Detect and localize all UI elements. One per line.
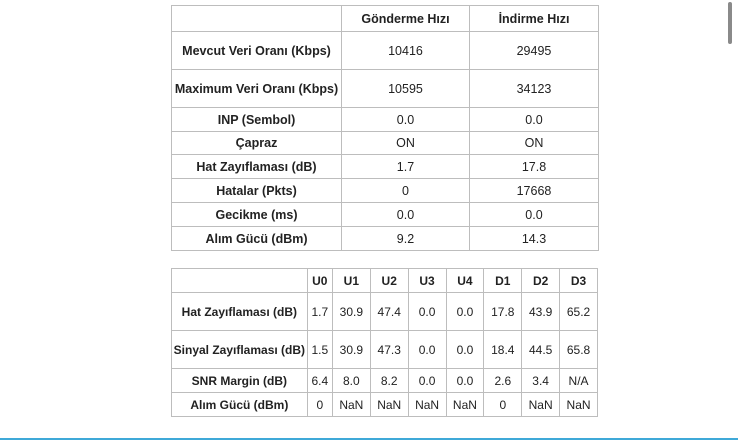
cell-u1: 8.0 bbox=[332, 369, 370, 393]
row-label: Alım Gücü (dBm) bbox=[172, 393, 308, 417]
table-row bbox=[172, 179, 599, 203]
cell-u1: NaN bbox=[332, 393, 370, 417]
cell-u4: 0.0 bbox=[446, 293, 484, 331]
scrollbar-thumb[interactable] bbox=[728, 2, 732, 44]
cell-u0: 1.5 bbox=[307, 331, 332, 369]
row-label: INP (Sembol) bbox=[172, 108, 342, 132]
table-row bbox=[172, 293, 598, 331]
row-label: Sinyal Zayıflaması (dB) bbox=[172, 331, 308, 369]
table-row bbox=[172, 155, 599, 179]
cell-u3: 0.0 bbox=[408, 331, 446, 369]
cell-u1: 30.9 bbox=[332, 293, 370, 331]
download-value: 14.3 bbox=[470, 227, 599, 251]
upload-value: 1.7 bbox=[342, 155, 470, 179]
table-row bbox=[172, 108, 599, 132]
cell-d1: 2.6 bbox=[484, 369, 522, 393]
cell-u2: 47.3 bbox=[370, 331, 408, 369]
bottom-divider bbox=[0, 438, 738, 440]
upload-value: 10595 bbox=[342, 70, 470, 108]
cell-u4: 0.0 bbox=[446, 331, 484, 369]
header-u2: U2 bbox=[370, 269, 408, 293]
header-u3: U3 bbox=[408, 269, 446, 293]
table-row bbox=[172, 32, 599, 70]
header-upload-rate: Gönderme Hızı bbox=[342, 6, 470, 32]
cell-u0: 6.4 bbox=[307, 369, 332, 393]
row-label: Maximum Veri Oranı (Kbps) bbox=[172, 70, 342, 108]
table-header-row bbox=[172, 269, 598, 293]
header-u0: U0 bbox=[307, 269, 332, 293]
table-row bbox=[172, 70, 599, 108]
row-label: Hat Zayıflaması (dB) bbox=[172, 155, 342, 179]
row-label: Çapraz bbox=[172, 132, 342, 155]
cell-u4: 0.0 bbox=[446, 369, 484, 393]
download-value: 17.8 bbox=[470, 155, 599, 179]
cell-u2: 8.2 bbox=[370, 369, 408, 393]
table-row bbox=[172, 227, 599, 251]
download-value: 34123 bbox=[470, 70, 599, 108]
table-row bbox=[172, 132, 599, 155]
header-cell-empty bbox=[172, 6, 342, 32]
upload-value: 0 bbox=[342, 179, 470, 203]
header-u1: U1 bbox=[332, 269, 370, 293]
download-value: 0.0 bbox=[470, 108, 599, 132]
cell-u0: 0 bbox=[307, 393, 332, 417]
cell-u3: NaN bbox=[408, 393, 446, 417]
row-label: Hat Zayıflaması (dB) bbox=[172, 293, 308, 331]
cell-u2: 47.4 bbox=[370, 293, 408, 331]
upload-value: 0.0 bbox=[342, 108, 470, 132]
cell-d3: N/A bbox=[560, 369, 598, 393]
row-label: Hatalar (Pkts) bbox=[172, 179, 342, 203]
cell-d2: NaN bbox=[522, 393, 560, 417]
row-label: SNR Margin (dB) bbox=[172, 369, 308, 393]
upload-value: 9.2 bbox=[342, 227, 470, 251]
cell-d3: 65.2 bbox=[560, 293, 598, 331]
header-d2: D2 bbox=[522, 269, 560, 293]
download-value: 17668 bbox=[470, 179, 599, 203]
header-download-rate: İndirme Hızı bbox=[470, 6, 599, 32]
line-attenuation-table bbox=[171, 268, 598, 417]
header-d1: D1 bbox=[484, 269, 522, 293]
line-rate-table bbox=[171, 5, 599, 251]
cell-u3: 0.0 bbox=[408, 369, 446, 393]
row-label: Gecikme (ms) bbox=[172, 203, 342, 227]
download-value: 0.0 bbox=[470, 203, 599, 227]
upload-value: 10416 bbox=[342, 32, 470, 70]
header-d3: D3 bbox=[560, 269, 598, 293]
download-value: ON bbox=[470, 132, 599, 155]
cell-d3: NaN bbox=[560, 393, 598, 417]
table-row bbox=[172, 331, 598, 369]
cell-d3: 65.8 bbox=[560, 331, 598, 369]
cell-d1: 18.4 bbox=[484, 331, 522, 369]
header-cell-empty bbox=[172, 269, 308, 293]
cell-u4: NaN bbox=[446, 393, 484, 417]
upload-value: 0.0 bbox=[342, 203, 470, 227]
header-u4: U4 bbox=[446, 269, 484, 293]
cell-u2: NaN bbox=[370, 393, 408, 417]
upload-value: ON bbox=[342, 132, 470, 155]
table-row bbox=[172, 393, 598, 417]
cell-d2: 44.5 bbox=[522, 331, 560, 369]
cell-u0: 1.7 bbox=[307, 293, 332, 331]
cell-d2: 3.4 bbox=[522, 369, 560, 393]
table-row bbox=[172, 369, 598, 393]
cell-u3: 0.0 bbox=[408, 293, 446, 331]
table-header-row bbox=[172, 6, 599, 32]
cell-d1: 0 bbox=[484, 393, 522, 417]
row-label: Alım Gücü (dBm) bbox=[172, 227, 342, 251]
cell-d1: 17.8 bbox=[484, 293, 522, 331]
cell-d2: 43.9 bbox=[522, 293, 560, 331]
cell-u1: 30.9 bbox=[332, 331, 370, 369]
row-label: Mevcut Veri Oranı (Kbps) bbox=[172, 32, 342, 70]
download-value: 29495 bbox=[470, 32, 599, 70]
table-row bbox=[172, 203, 599, 227]
